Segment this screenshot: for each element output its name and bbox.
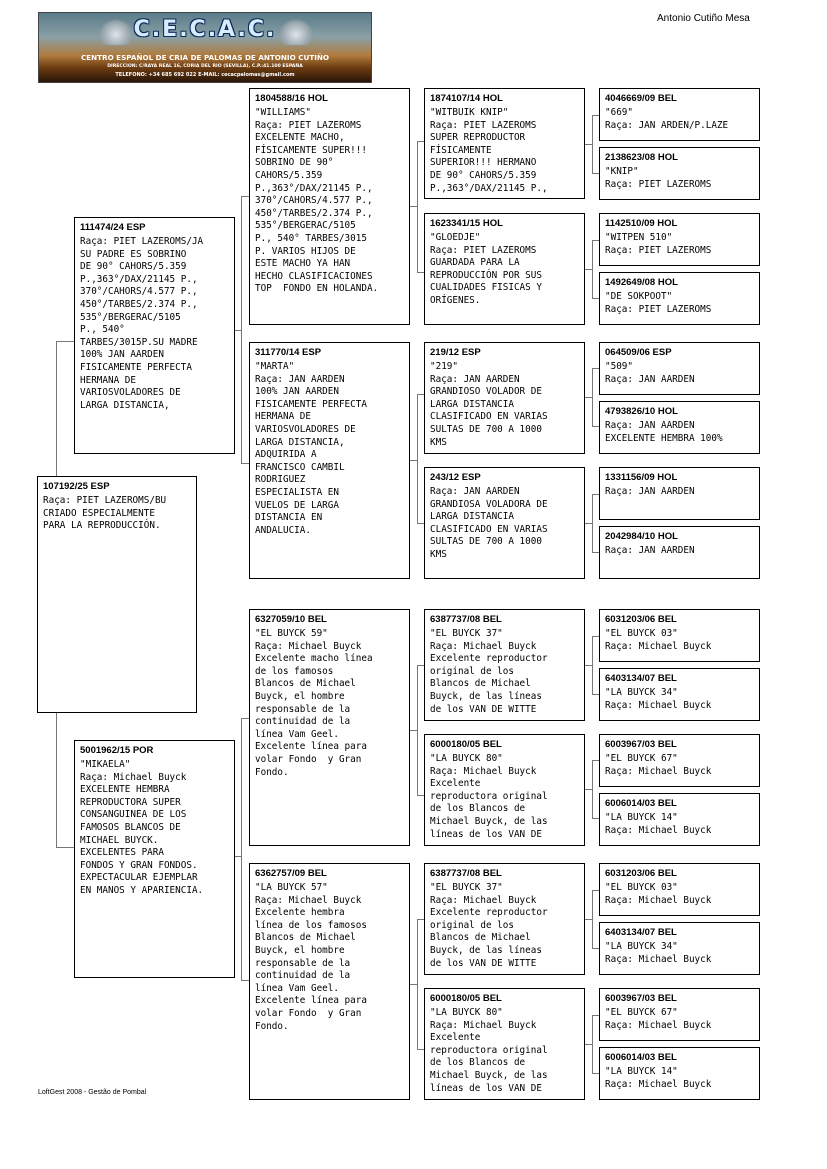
pigeon-description: "LA BUYCK 34" Raça: Michael Buyck [605,687,712,711]
pedigree-box-g2 [599,147,760,200]
ring-number: 311770/14 ESP [255,347,322,358]
pigeon-description: "WITBUIK KNIP" Raça: PIET LAZEROMS SUPER REPRODUCTOR FÍSICAMENTE SUPERIOR!!! HERMANO DE 90° CAHORS/5.359 P.,363°/DAX/21145 P., [430,107,548,194]
pigeon-description: Raça: PIET LAZEROMS/JA SU PADRE ES SOBRINO DE 90° CAHORS/5.359 P.,363°/DAX/21145 P., 370°/CAHORS/4.577 P., 450°/TARBES/2.374 P., 535°/BERGERAC/5105 P., 540° TARBES/3015P.SU MADRE 100% JAN AARDEN FISICAMENTE PERFECTA HERMANA DE VARIOSVOLADORES DE LARGA DISTANCIA, [80,236,204,411]
pedigree-box-dds [424,863,585,975]
pedigree-box-dam-sire [249,609,410,846]
pigeon-description: "LA BUYCK 34" Raça: Michael Buyck [605,941,712,965]
pigeon-description: "WILLIAMS" Raça: PIET LAZEROMS EXCELENTE MACHO, FÍSICAMENTE SUPER!!! SOBRINO DE 90° CAHORS/5.359 P.,363°/DAX/21145 P., 370°/CAHORS/4.577 P., 450°/TARBES/2.374 P., 535°/BERGERAC/5105 P., 540° TARBES/3015 P. VARIOS HIJOS DE ESTE MACHO YA HAN HECHO CLASIFICACIONES TOP FONDO EN HOLANDA. [255,107,379,295]
pedigree-box-g15 [599,988,760,1041]
pedigree-box-dam-dam [249,863,410,1100]
ring-number: 1623341/15 HOL [430,218,503,229]
pigeon-description: "509" Raça: JAN AARDEN [605,361,695,385]
pigeon-description: "EL BUYCK 37" Raça: Michael Buyck Excelente reproductor original de los Blancos de Michael Buyck, de las líneas de los VAN DE WITTE [430,882,548,969]
ring-number: 6003967/03 BEL [605,739,677,750]
pigeon-description: "KNIP" Raça: PIET LAZEROMS [605,166,712,190]
pedigree-box-dam [74,740,235,978]
ring-number: 2042984/10 HOL [605,531,678,542]
ring-number: 6006014/03 BEL [605,798,677,809]
pigeon-description: "DE SOKPOOT" Raça: PIET LAZEROMS [605,291,712,315]
ring-number: 6387737/08 BEL [430,868,502,879]
pedigree-box-sds [424,342,585,454]
ring-number: 6387737/08 BEL [430,614,502,625]
pedigree-box-g3 [599,213,760,266]
pigeon-description: "EL BUYCK 59" Raça: Michael Buyck Excelente macho línea de los famosos Blancos de Michael Buyck, el hombre responsable de la continuidad de la línea Vam Geel. Excelente línea para volar Fondo y Gran Fondo. [255,628,373,778]
pigeon-description: "EL BUYCK 67" Raça: Michael Buyck [605,753,712,777]
pedigree-box-ddd [424,988,585,1100]
ring-number: 6327059/10 BEL [255,614,327,625]
ring-number: 6362757/09 BEL [255,868,327,879]
pedigree-box-g16 [599,1047,760,1100]
pigeon-description: Raça: PIET LAZEROMS/BU CRIADO ESPECIALMENTE PARA LA REPRODUCCIÓN. [43,495,167,532]
ring-number: 1492649/08 HOL [605,277,678,288]
pigeon-description: "WITPEN 510" Raça: PIET LAZEROMS [605,232,712,256]
pigeon-description: "LA BUYCK 80" Raça: Michael Buyck Excelente reproductora original de los Blancos de Michael Buyck, de las líneas de los VAN DE [430,753,548,840]
pigeon-description: Raça: JAN AARDEN EXCELENTE HEMBRA 100% [605,420,723,444]
pedigree-box-g7 [599,467,760,520]
pigeon-description: "MARTA" Raça: JAN AARDEN 100% JAN AARDEN FISICAMENTE PERFECTA HERMANA DE VARIOSVOLADORES DE LARGA DISTANCIA, ADQUIRIDA A FRANCISCO CAMBIL RODRIGUEZ ESPECIALISTA EN VUELOS DE LARGA DISTANCIA EN ANDALUCIA. [255,361,367,536]
pedigree-box-g11 [599,734,760,787]
ring-number: 5001962/15 POR [80,745,154,756]
logo-contact: TELEFONO: +34 685 692 022 E-MAIL: cecacpalomas@gmail.com [115,72,295,78]
pigeon-description: "EL BUYCK 03" Raça: Michael Buyck [605,628,712,652]
footer-credit: LoftGest 2008 - Gestão de Pombal [38,1089,147,1096]
pedigree-box-g6 [599,401,760,454]
pigeon-description: "EL BUYCK 67" Raça: Michael Buyck [605,1007,712,1031]
pigeon-description: Raça: JAN AARDEN GRANDIOSA VOLADORA DE LARGA DISTANCIA CLASIFICADO EN VARIAS SULTAS DE 700 A 1000 KMS [430,486,548,560]
pigeon-description: Raça: JAN AARDEN [605,486,695,497]
logo-banner [38,12,372,83]
pedigree-box-dss [424,609,585,721]
ring-number: 243/12 ESP [430,472,481,483]
logo-subtitle: CENTRO ESPAÑOL DE CRIA DE PALOMAS DE ANTONIO CUTIÑO [80,53,330,62]
pedigree-box-g5 [599,342,760,395]
ring-number: 064509/06 ESP [605,347,672,358]
ring-number: 6003967/03 BEL [605,993,677,1004]
owner-name: Antonio Cutiño Mesa [657,13,750,24]
logo-title: C.E.C.A.C. [133,17,277,42]
pedigree-box-subject [37,476,197,713]
ring-number: 219/12 ESP [430,347,481,358]
pigeon-description: "GLOEDJE" Raça: PIET LAZEROMS GUARDADA PARA LA REPRODUCCIÓN POR SUS CUALIDADES FISICAS Y ORÍGENES. [430,232,542,306]
pedigree-box-sire-sire [249,88,410,325]
ring-number: 111474/24 ESP [80,222,146,233]
pedigree-box-g9 [599,609,760,662]
ring-number: 1874107/14 HOL [430,93,503,104]
ring-number: 6031203/06 BEL [605,614,677,625]
pigeon-description: "EL BUYCK 03" Raça: Michael Buyck [605,882,712,906]
ring-number: 6403134/07 BEL [605,927,677,938]
pedigree-box-g12 [599,793,760,846]
ring-number: 6006014/03 BEL [605,1052,677,1063]
pedigree-box-dsd [424,734,585,846]
pedigree-box-sss [424,88,585,199]
ring-number: 1331156/09 HOL [605,472,678,483]
ring-number: 6000180/05 BEL [430,739,502,750]
pigeon-description: "LA BUYCK 14" Raça: Michael Buyck [605,812,712,836]
pedigree-box-sire-dam [249,342,410,579]
pigeon-description: "LA BUYCK 80" Raça: Michael Buyck Excelente reproductora original de los Blancos de Michael Buyck, de las líneas de los VAN DE [430,1007,548,1094]
ring-number: 107192/25 ESP [43,481,110,492]
logo-address: DIRECCION: C/RAYA REAL 16, CORIA DEL RIO (SEVILLA), C.P.:41.100 ESPAÑA [107,64,303,69]
pedigree-box-g8 [599,526,760,579]
pigeon-description: "LA BUYCK 57" Raça: Michael Buyck Excelente hembra línea de los famosos Blancos de Michael Buyck, el hombre responsable de la continuidad de la línea Vam Geel. Excelente línea para volar Fondo y Gran Fondo. [255,882,367,1032]
pedigree-box-g13 [599,863,760,916]
pedigree-box-sdd [424,467,585,579]
ring-number: 2138623/08 HOL [605,152,678,163]
pigeon-description: "669" Raça: JAN ARDEN/P.LAZE [605,107,729,131]
pigeon-description: Raça: JAN AARDEN [605,545,695,556]
pigeon-description: "LA BUYCK 14" Raça: Michael Buyck [605,1066,712,1090]
pigeon-description: "EL BUYCK 37" Raça: Michael Buyck Excelente reproductor original de los Blancos de Michael Buyck, de las líneas de los VAN DE WITTE [430,628,548,715]
pedigree-box-ssd [424,213,585,325]
ring-number: 6000180/05 BEL [430,993,502,1004]
pigeon-description: "MIKAELA" Raça: Michael Buyck EXCELENTE HEMBRA REPRODUCTORA SUPER CONSANGUINEA DE LOS FAMOSOS BLANCOS DE MICHAEL BUYCK. EXCELENTES PARA FONDOS Y GRAN FONDOS. EXPECTACULAR EJEMPLAR EN MANOS Y APARIENCIA. [80,759,204,896]
pedigree-box-g14 [599,922,760,975]
pigeon-description: "219" Raça: JAN AARDEN GRANDIOSO VOLADOR DE LARGA DISTANCIA CLASIFICADO EN VARIAS SULTAS DE 700 A 1000 KMS [430,361,548,448]
pedigree-box-sire [74,217,235,454]
pedigree-box-g10 [599,668,760,721]
ring-number: 4793826/10 HOL [605,406,678,417]
ring-number: 4046669/09 BEL [605,93,677,104]
ring-number: 6403134/07 BEL [605,673,677,684]
pedigree-box-g4 [599,272,760,325]
ring-number: 1804588/16 HOL [255,93,328,104]
ring-number: 1142510/09 HOL [605,218,678,229]
ring-number: 6031203/06 BEL [605,868,677,879]
pedigree-box-g1 [599,88,760,141]
